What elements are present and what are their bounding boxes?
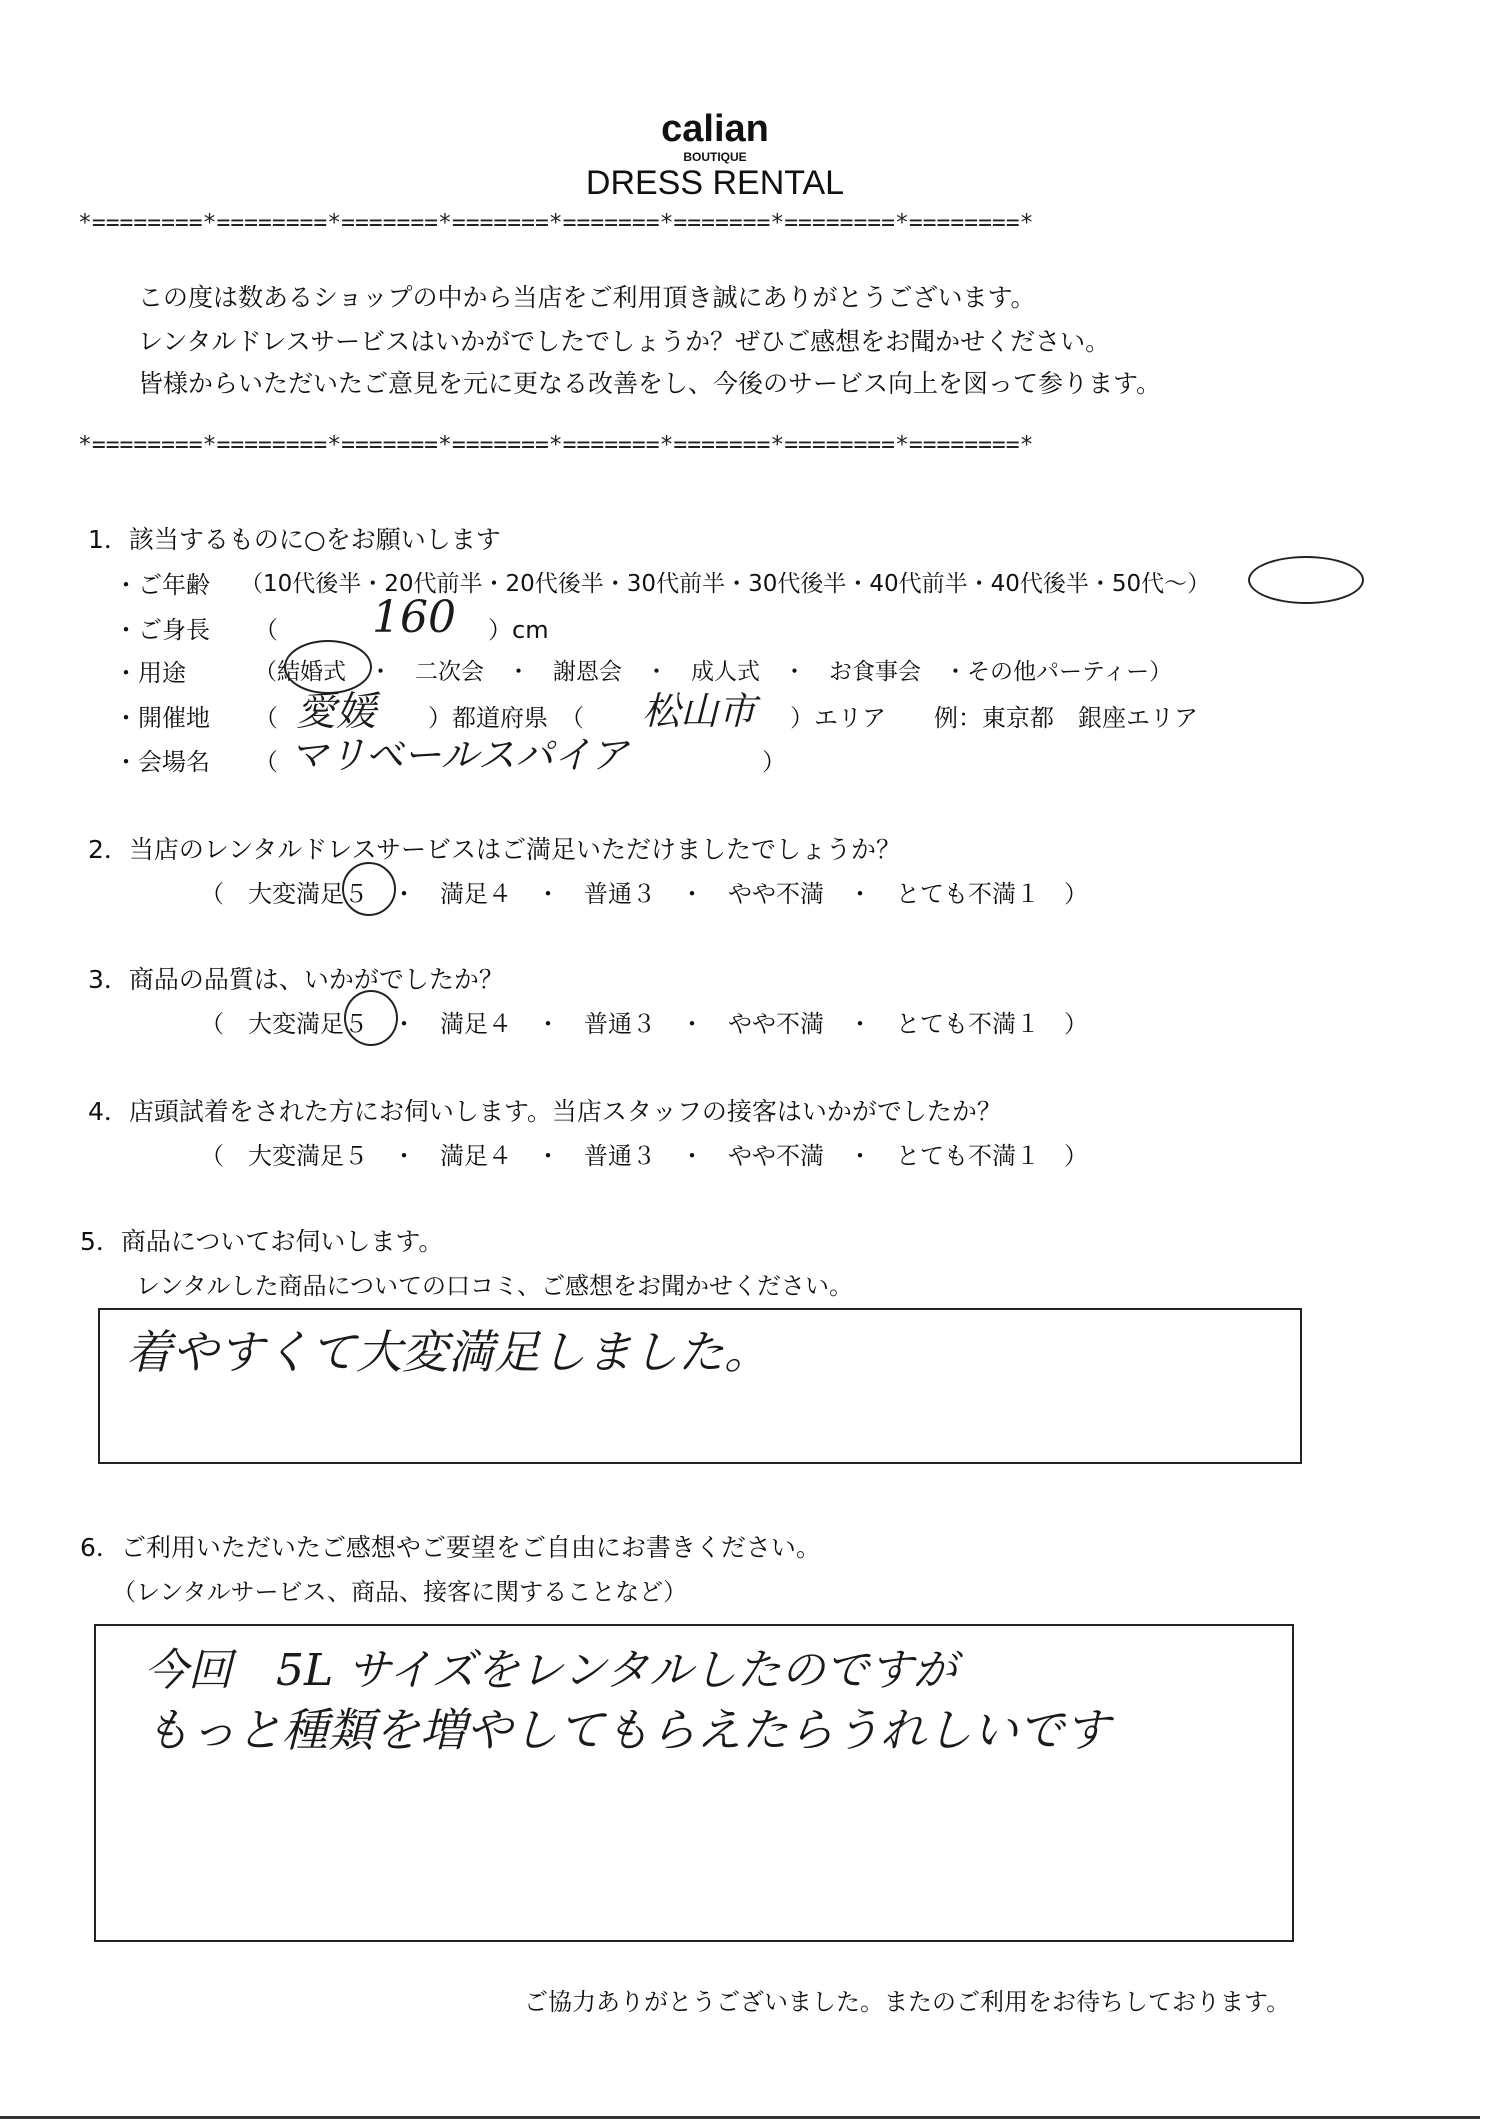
brand-sub: BOUTIQUE xyxy=(683,150,747,164)
separator-bottom: *========*========*=======*=======*=======*=======*========*========* xyxy=(78,432,1034,458)
q1-title: 1．該当するものに○をお願いします xyxy=(88,525,501,554)
hall-close: ） xyxy=(762,748,786,776)
venue-close: ）エリア 例：東京都 銀座エリア xyxy=(790,704,1198,732)
height-value: 160 xyxy=(372,592,456,643)
age-options: （10代後半・20代前半・20代後半・30代前半・30代後半・40代前半・40代後半・50代〜） xyxy=(240,571,1211,597)
q4-title: 4．店頭試着をされた方にお伺いします。当店スタッフの接客はいかがでしたか？ xyxy=(88,1097,1002,1126)
venue-mid: ）都道府県 （ xyxy=(428,704,584,732)
page-title: DRESS RENTAL xyxy=(585,164,845,202)
q3-scale: （ 大変満足５ ・ 満足４ ・ 普通３ ・ やや不満 ・ とても不満１ ） xyxy=(200,1010,1088,1038)
purpose-label: ・用途 xyxy=(114,659,186,687)
q3-title: 3．商品の品質は、いかがでしたか？ xyxy=(88,965,504,994)
age-selection-circle xyxy=(1248,556,1364,604)
hall-value: マリベールスパイア xyxy=(290,733,629,777)
q6-answer-line-1: 今回 5L サイズをレンタルしたのですが xyxy=(144,1645,957,1696)
q2-scale: （ 大変満足５ ・ 満足４ ・ 普通３ ・ やや不満 ・ とても不満１ ） xyxy=(200,880,1088,908)
age-label: ・ご年齢 xyxy=(114,571,210,599)
height-unit: ）cm xyxy=(488,616,549,644)
q4-scale: （ 大変満足５ ・ 満足４ ・ 普通３ ・ やや不満 ・ とても不満１ ） xyxy=(200,1142,1088,1170)
q3-selection-circle xyxy=(344,990,398,1046)
q5-answer: 着やすくて大変満足しました。 xyxy=(126,1325,770,1379)
q5-subtitle: レンタルした商品についての口コミ、ご感想をお聞かせください。 xyxy=(136,1272,853,1300)
q6-answer-line-2: もっと種類を増やしてもらえたらうれしいです xyxy=(144,1703,1110,1757)
q2-selection-circle xyxy=(342,862,396,916)
height-label: ・ご身長 xyxy=(114,616,210,644)
q6-subtitle: （レンタルサービス、商品、接客に関することなど） xyxy=(112,1578,688,1606)
venue-prefecture: 愛媛 xyxy=(296,689,376,735)
venue-open: （ xyxy=(254,704,278,732)
separator-top: *========*========*=======*=======*=======*=======*========*========* xyxy=(78,210,1034,236)
venue-label: ・開催地 xyxy=(114,704,210,732)
q5-title: 5．商品についてお伺いします。 xyxy=(80,1227,444,1256)
footer-message: ご協力ありがとうございました。またのご利用をお待ちしております。 xyxy=(524,1988,1291,2016)
intro-line-1: この度は数あるショップの中から当店をご利用頂き誠にありがとうございます。 xyxy=(138,283,1036,312)
intro-line-3: 皆様からいただいたご意見を元に更なる改善をし、今後のサービス向上を図って参ります。 xyxy=(138,369,1162,398)
q2-title: 2．当店のレンタルドレスサービスはご満足いただけましたでしょうか？ xyxy=(88,835,902,864)
bottom-rule xyxy=(0,2116,1480,2119)
q6-title: 6．ご利用いただいたご感想やご要望をご自由にお書きください。 xyxy=(80,1533,821,1562)
brand-logo: calian xyxy=(661,108,769,150)
hall-open: （ xyxy=(254,748,278,776)
intro-line-2: レンタルドレスサービスはいかがでしたでしょうか？ぜひご感想をお聞かせください。 xyxy=(138,327,1111,356)
height-open: （ xyxy=(254,616,278,644)
hall-label: ・会場名 xyxy=(114,748,210,776)
venue-city: 松山市 xyxy=(642,689,757,733)
purpose-options: （結婚式 ・ 二次会 ・ 謝恩会 ・ 成人式 ・ お食事会 ・その他パーティー） xyxy=(254,659,1173,685)
